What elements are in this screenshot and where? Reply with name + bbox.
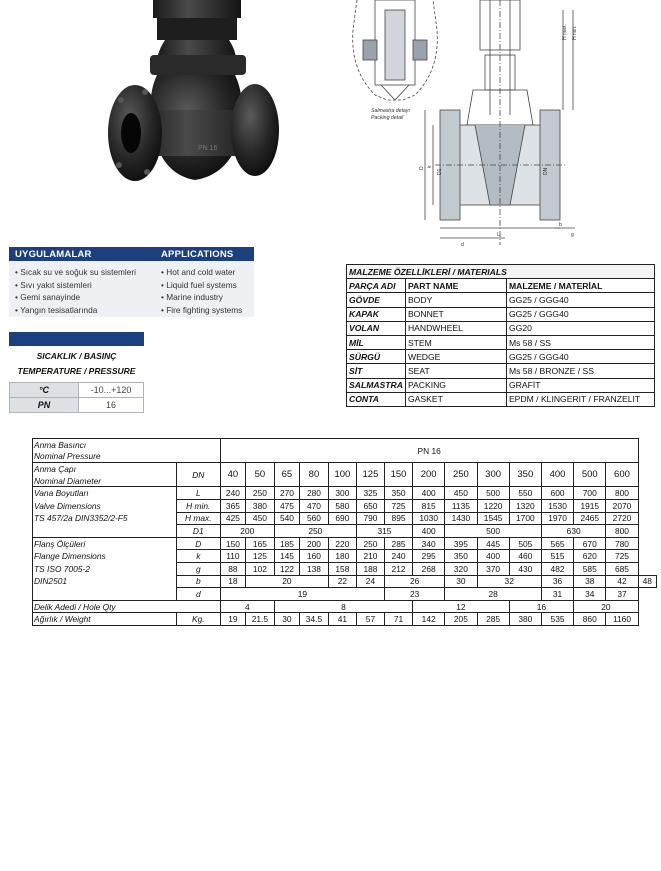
valve-dimensions-standard: TS 457/2a DIN3352/2-F5 — [33, 512, 177, 525]
spec-b-value: 30 — [445, 575, 477, 588]
applications-header-en: APPLICATIONS — [161, 249, 234, 260]
temperature-key: °C — [10, 383, 79, 398]
spec-g-value: 212 — [384, 562, 412, 575]
spec-D-value: 165 — [246, 537, 275, 550]
table-cell: BODY — [405, 293, 506, 307]
spec-Hmax-value: 1545 — [477, 512, 509, 525]
table-cell: SÜRGÜ — [347, 350, 406, 364]
spec-b-value: 32 — [477, 575, 541, 588]
pressure-value: 16 — [79, 398, 144, 413]
spec-L-value: 400 — [413, 487, 445, 500]
spec-D-value: 505 — [509, 537, 541, 550]
table-cell: VOLAN — [347, 321, 406, 335]
dn-value: 40 — [220, 463, 245, 487]
spec-b-value: 22 — [328, 575, 356, 588]
spec-d-value: 19 — [220, 588, 384, 601]
table-cell: Ms 58 / BRONZE / SS — [506, 364, 654, 378]
table-row — [347, 392, 655, 406]
materials-head-material: MALZEME / MATERİAL — [506, 279, 654, 293]
spec-Hmax-value: 540 — [274, 512, 299, 525]
spec-k-value: 620 — [574, 550, 606, 563]
spec-Hmin-value: 1135 — [445, 499, 477, 512]
spec-Hmax-value: 450 — [246, 512, 275, 525]
l-label: L — [176, 487, 220, 500]
applications-header-tr: UYGULAMALAR — [15, 249, 92, 260]
drawing-dim-hmin: H min. — [572, 25, 578, 40]
spec-Hmin-value: 475 — [274, 499, 299, 512]
table-cell: GG25 / GGG40 — [506, 350, 654, 364]
b-label: b — [176, 575, 220, 588]
spec-D1-value: 315 — [356, 525, 412, 538]
spec-L-value: 350 — [384, 487, 412, 500]
spec-k-value: 350 — [445, 550, 477, 563]
table-cell: CONTA — [347, 392, 406, 406]
table-row — [33, 575, 657, 588]
table-row — [33, 613, 657, 626]
spec-Hmin-value: 1220 — [477, 499, 509, 512]
table-row — [33, 512, 657, 525]
table-cell: SİT — [347, 364, 406, 378]
k-label: k — [176, 550, 220, 563]
weight-label: Ağırlık / Weight — [33, 613, 177, 626]
spec-holes-value: 4 — [220, 600, 274, 613]
spec-Hmax-value: 1970 — [541, 512, 573, 525]
table-row — [33, 562, 657, 575]
spec-g-value: 138 — [300, 562, 329, 575]
table-row — [33, 439, 657, 451]
table-row — [33, 499, 657, 512]
hmin-label: H min. — [176, 499, 220, 512]
table-row — [347, 307, 655, 321]
table-cell: Ms 58 / SS — [506, 335, 654, 349]
nominal-pressure-label-en: Nominal Pressure — [33, 451, 221, 463]
spec-Hmax-value: 2465 — [574, 512, 606, 525]
spec-weight-value: 860 — [574, 613, 606, 626]
spec-D1-value: 800 — [606, 525, 638, 538]
table-cell: GG25 / GGG40 — [506, 293, 654, 307]
materials-table — [346, 264, 655, 407]
spec-Hmin-value: 725 — [384, 499, 412, 512]
table-row — [10, 383, 144, 398]
table-row — [347, 378, 655, 392]
d-label: D — [176, 537, 220, 550]
spec-weight-value: 142 — [413, 613, 445, 626]
dn-label: DN — [176, 463, 220, 487]
table-cell: KAPAK — [347, 307, 406, 321]
spec-k-value: 295 — [413, 550, 445, 563]
dn-value: 125 — [356, 463, 384, 487]
spec-k-value: 210 — [356, 550, 384, 563]
spec-Hmin-value: 1530 — [541, 499, 573, 512]
list-item: • Hot and cold water — [161, 266, 242, 279]
spec-g-value: 685 — [606, 562, 638, 575]
spec-weight-value: 285 — [477, 613, 509, 626]
spec-D-value: 150 — [220, 537, 245, 550]
spec-k-value: 180 — [328, 550, 356, 563]
table-row — [33, 600, 657, 613]
spec-k-value: 145 — [274, 550, 299, 563]
spec-D1-value: 500 — [445, 525, 542, 538]
table-cell: SALMASTRA — [347, 378, 406, 392]
drawing-dim-dsmall: d — [461, 242, 464, 248]
spec-D-value: 565 — [541, 537, 573, 550]
spec-D-value: 445 — [477, 537, 509, 550]
spec-g-value: 585 — [574, 562, 606, 575]
nominal-diameter-label-tr: Anma Çapı — [33, 463, 177, 475]
valve-dimensions-label-tr: Vana Boyutları — [33, 487, 177, 500]
spec-Hmin-value: 650 — [356, 499, 384, 512]
table-cell: GG25 / GGG40 — [506, 307, 654, 321]
table-cell: HANDWHEEL — [405, 321, 506, 335]
table-cell: PACKING — [405, 378, 506, 392]
spec-weight-value: 41 — [328, 613, 356, 626]
spec-g-value: 320 — [445, 562, 477, 575]
temperature-value: -10...+120 — [79, 383, 144, 398]
spec-D-value: 200 — [300, 537, 329, 550]
hole-qty-label: Delik Adedi / Hole Qty — [33, 600, 221, 613]
valve-dimensions-spacer — [33, 525, 177, 538]
g-label: g — [176, 562, 220, 575]
spec-D-value: 185 — [274, 537, 299, 550]
spec-b-value: 20 — [246, 575, 329, 588]
spec-weight-value: 1160 — [606, 613, 638, 626]
materials-title: MALZEME ÖZELLİKLERİ / MATERIALS — [347, 265, 655, 279]
materials-head-part-tr: PARÇA ADI — [347, 279, 406, 293]
spec-b-value: 24 — [356, 575, 384, 588]
spec-D-value: 670 — [574, 537, 606, 550]
drawing-dim-l: L — [497, 232, 500, 238]
flange-standard-2: DIN2501 — [33, 575, 177, 588]
table-row — [347, 335, 655, 349]
packing-detail-label-en: Packing detail — [371, 115, 404, 121]
spec-g-value: 430 — [509, 562, 541, 575]
drawing-dim-d: D — [419, 166, 425, 170]
spec-Hmin-value: 380 — [246, 499, 275, 512]
drawing-dim-d1: D1 — [437, 168, 443, 175]
spec-Hmin-value: 1320 — [509, 499, 541, 512]
table-row — [33, 537, 657, 550]
spec-Hmax-value: 895 — [384, 512, 412, 525]
temperature-table — [9, 382, 144, 413]
temperature-pressure-panel — [9, 332, 144, 418]
spec-Hmax-value: 1700 — [509, 512, 541, 525]
spec-Hmin-value: 580 — [328, 499, 356, 512]
spec-Hmax-value: 1430 — [445, 512, 477, 525]
spec-D-value: 395 — [445, 537, 477, 550]
table-row — [33, 588, 657, 601]
spec-b-value: 48 — [638, 575, 656, 588]
spec-L-value: 700 — [574, 487, 606, 500]
spec-Hmin-value: 365 — [220, 499, 245, 512]
applications-list-en — [161, 266, 242, 316]
spec-Hmin-value: 2070 — [606, 499, 638, 512]
spec-D1-value: 400 — [413, 525, 445, 538]
valve-technical-drawing — [345, 0, 650, 250]
table-row — [347, 279, 655, 293]
spec-d-value: 28 — [445, 588, 542, 601]
table-cell: SEAT — [405, 364, 506, 378]
spec-b-value: 38 — [574, 575, 606, 588]
spec-g-value: 268 — [413, 562, 445, 575]
spec-d-value: 37 — [606, 588, 638, 601]
spec-Hmin-value: 470 — [300, 499, 329, 512]
drawing-dim-k: k — [427, 165, 433, 168]
table-cell: WEDGE — [405, 350, 506, 364]
spec-weight-value: 57 — [356, 613, 384, 626]
temperature-header-bar — [9, 332, 144, 346]
spec-L-value: 280 — [300, 487, 329, 500]
spec-D-value: 250 — [356, 537, 384, 550]
spec-holes-value: 20 — [574, 600, 638, 613]
table-row — [347, 350, 655, 364]
spec-k-value: 400 — [477, 550, 509, 563]
spec-L-value: 325 — [356, 487, 384, 500]
dn-value: 50 — [246, 463, 275, 487]
dn-value: 250 — [445, 463, 477, 487]
dn-value: 80 — [300, 463, 329, 487]
spec-g-value: 158 — [328, 562, 356, 575]
list-item: • Yangın tesisatlarında — [15, 304, 136, 317]
list-item: • Sıvı yakıt sistemleri — [15, 279, 136, 292]
spec-weight-value: 380 — [509, 613, 541, 626]
applications-list-tr — [15, 266, 136, 316]
table-cell: GRAFİT — [506, 378, 654, 392]
table-cell: MİL — [347, 335, 406, 349]
dn-value: 100 — [328, 463, 356, 487]
spec-weight-value: 30 — [274, 613, 299, 626]
spec-weight-value: 34.5 — [300, 613, 329, 626]
drawing-dim-b: b — [559, 222, 562, 228]
dn-value: 600 — [606, 463, 638, 487]
spec-weight-value: 205 — [445, 613, 477, 626]
flange-dimensions-label-tr: Flanş Ölçüleri — [33, 537, 177, 550]
nominal-pressure-label-tr: Anma Basıncı — [33, 439, 221, 451]
table-row — [347, 321, 655, 335]
table-cell: GG20 — [506, 321, 654, 335]
spec-holes-value: 16 — [509, 600, 573, 613]
table-row — [33, 550, 657, 563]
dn-value: 150 — [384, 463, 412, 487]
pressure-key: PN — [10, 398, 79, 413]
spec-b-value: 42 — [606, 575, 638, 588]
spec-L-value: 600 — [541, 487, 573, 500]
svg-text:PN 16: PN 16 — [198, 145, 218, 152]
spec-L-value: 240 — [220, 487, 245, 500]
spec-g-value: 370 — [477, 562, 509, 575]
spec-b-value: 36 — [541, 575, 573, 588]
spec-d-value: 31 — [541, 588, 573, 601]
dimensions-table — [32, 438, 657, 626]
spec-D-value: 340 — [413, 537, 445, 550]
spec-k-value: 460 — [509, 550, 541, 563]
spec-g-value: 482 — [541, 562, 573, 575]
dn-value: 300 — [477, 463, 509, 487]
spec-Hmax-value: 560 — [300, 512, 329, 525]
spec-k-value: 110 — [220, 550, 245, 563]
spec-D1-value: 200 — [220, 525, 274, 538]
spec-g-value: 102 — [246, 562, 275, 575]
spec-D-value: 285 — [384, 537, 412, 550]
spec-g-value: 122 — [274, 562, 299, 575]
hmax-label: H max. — [176, 512, 220, 525]
spec-L-value: 500 — [477, 487, 509, 500]
list-item: • Marine industry — [161, 291, 242, 304]
spec-Hmax-value: 690 — [328, 512, 356, 525]
table-row — [10, 398, 144, 413]
table-cell: GÖVDE — [347, 293, 406, 307]
spec-Hmin-value: 815 — [413, 499, 445, 512]
table-row — [347, 265, 655, 279]
spec-Hmax-value: 1030 — [413, 512, 445, 525]
table-cell: EPDM / KLINGERIT / FRANZELIT — [506, 392, 654, 406]
spec-L-value: 250 — [246, 487, 275, 500]
spec-g-value: 88 — [220, 562, 245, 575]
spec-b-value: 26 — [384, 575, 444, 588]
spec-Hmin-value: 1915 — [574, 499, 606, 512]
spec-weight-value: 535 — [541, 613, 573, 626]
dn-value: 400 — [541, 463, 573, 487]
spec-k-value: 240 — [384, 550, 412, 563]
spec-D-value: 780 — [606, 537, 638, 550]
temperature-title-en: TEMPERATURE / PRESSURE — [17, 366, 136, 376]
spec-D1-value: 630 — [541, 525, 605, 538]
table-row — [33, 525, 657, 538]
table-row — [347, 364, 655, 378]
pn-value: PN 16 — [220, 439, 638, 463]
table-row — [33, 487, 657, 500]
spec-weight-value: 21.5 — [246, 613, 275, 626]
spec-L-value: 300 — [328, 487, 356, 500]
dsmall-label: d — [176, 588, 220, 601]
spec-L-value: 550 — [509, 487, 541, 500]
weight-unit: Kg. — [176, 613, 220, 626]
spec-k-value: 725 — [606, 550, 638, 563]
spec-k-value: 515 — [541, 550, 573, 563]
table-row — [33, 463, 657, 475]
dn-value: 200 — [413, 463, 445, 487]
applications-panel — [9, 247, 254, 317]
packing-detail-label-tr: Salmastra detayı — [371, 108, 410, 114]
spec-D-value: 220 — [328, 537, 356, 550]
spec-d-value: 23 — [384, 588, 444, 601]
dn-value: 65 — [274, 463, 299, 487]
d1-label: D1 — [176, 525, 220, 538]
drawing-dim-dn: DN — [543, 167, 549, 175]
spec-Hmax-value: 790 — [356, 512, 384, 525]
drawing-dim-hmax: H max. — [562, 24, 568, 40]
dn-value: 350 — [509, 463, 541, 487]
table-cell: GASKET — [405, 392, 506, 406]
materials-head-part-en: PART NAME — [405, 279, 506, 293]
spec-Hmax-value: 425 — [220, 512, 245, 525]
list-item: • Gemi sanayinde — [15, 291, 136, 304]
applications-header — [9, 247, 254, 261]
spec-b-value: 18 — [220, 575, 245, 588]
valve-dimensions-label-en: Valve Dimensions — [33, 499, 177, 512]
temperature-title-tr: SICAKLIK / BASINÇ — [36, 351, 117, 361]
table-row — [347, 293, 655, 307]
spec-weight-value: 71 — [384, 613, 412, 626]
spec-L-value: 800 — [606, 487, 638, 500]
spec-D1-value: 250 — [274, 525, 356, 538]
spec-holes-value: 12 — [413, 600, 510, 613]
spec-holes-value: 8 — [274, 600, 412, 613]
spec-L-value: 270 — [274, 487, 299, 500]
spec-Hmax-value: 2720 — [606, 512, 638, 525]
list-item: • Fire fighting systems — [161, 304, 242, 317]
list-item: • Liquid fuel systems — [161, 279, 242, 292]
spec-k-value: 125 — [246, 550, 275, 563]
flange-standard-1: TS ISO 7005-2 — [33, 562, 177, 575]
flange-spacer — [33, 588, 177, 601]
flange-dimensions-label-en: Flange Dimensions — [33, 550, 177, 563]
list-item: • Sıcak su ve soğuk su sistemleri — [15, 266, 136, 279]
spec-k-value: 160 — [300, 550, 329, 563]
dn-value: 500 — [574, 463, 606, 487]
spec-d-value: 34 — [574, 588, 606, 601]
nominal-diameter-label-en: Nominal Diameter — [33, 475, 177, 487]
spec-L-value: 450 — [445, 487, 477, 500]
table-cell: BONNET — [405, 307, 506, 321]
drawing-dim-g: g — [571, 232, 574, 238]
spec-g-value: 188 — [356, 562, 384, 575]
gate-valve-photo — [95, 0, 295, 215]
table-cell: STEM — [405, 335, 506, 349]
spec-weight-value: 19 — [220, 613, 245, 626]
